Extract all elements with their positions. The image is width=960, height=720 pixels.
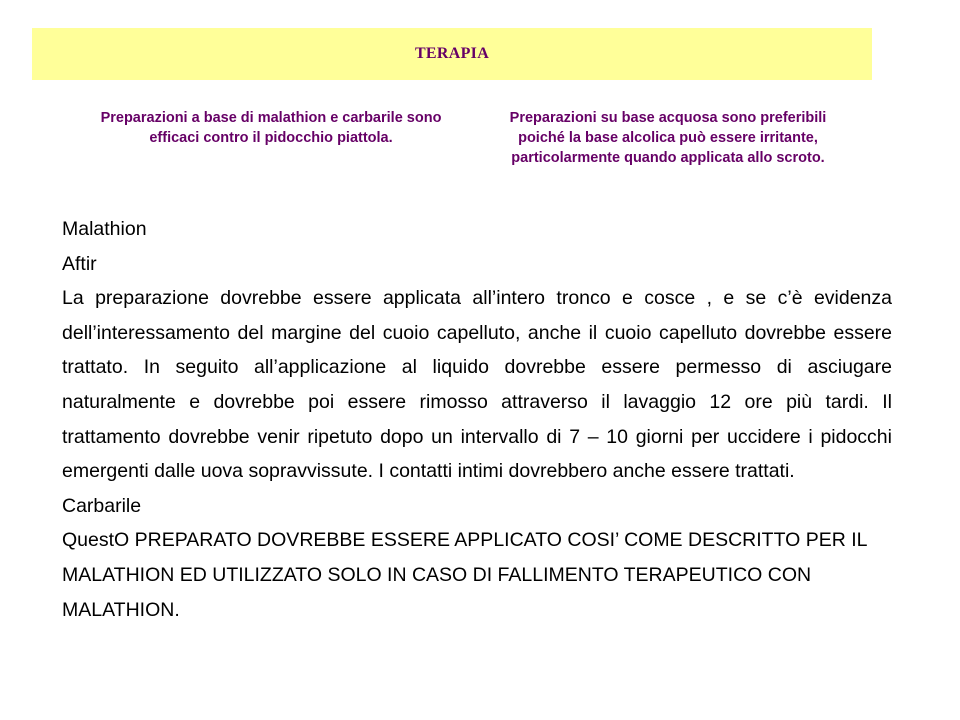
- heading-malathion: Malathion: [62, 218, 147, 240]
- product-aftir: Aftir: [62, 252, 97, 275]
- main-text-block: [62, 212, 892, 627]
- note-water-base: Preparazioni su base acquosa sono preferibili poiché la base alcolica può essere irritante, particolarmente quando applicata allo scroto.: [509, 110, 827, 166]
- page-title: TERAPIA: [414, 45, 490, 62]
- paragraph-malathion-instructions: La preparazione dovrebbe essere applicata all’intero tronco e cosce , e se c’è evidenza dell’interessamento del margine del cuoio capelluto, anche il cuoio capelluto dovrebbe essere trattato. In seguito all’applicazione al liquido dovrebbe essere permesso di asciugare naturalmente e dovrebbe poi essere rimosso attraverso il lavaggio 12 ore più tardi. Il trattamento dovrebbe venir ripetuto dopo un intervallo di 7 – 10 giorni per uccidere i pidocchi emergenti dalle uova sopravvissute. I contatti intimi dovrebbero anche essere trattati.: [62, 287, 892, 483]
- title-banner: [32, 28, 872, 80]
- note-efficacy: Preparazioni a base di malathion e carbarile sono efficaci contro il pidocchio piattola.: [100, 110, 442, 146]
- paragraph-carbarile-instructions: QuestO PREPARATO DOVREBBE ESSERE APPLICATO COSI’ COME DESCRITTO PER IL MALATHION ED UTILIZZATO SOLO IN CASO DI FALLIMENTO TERAPEUTICO CON MALATHION.: [62, 529, 867, 621]
- heading-carbarile: Carbarile: [62, 494, 142, 517]
